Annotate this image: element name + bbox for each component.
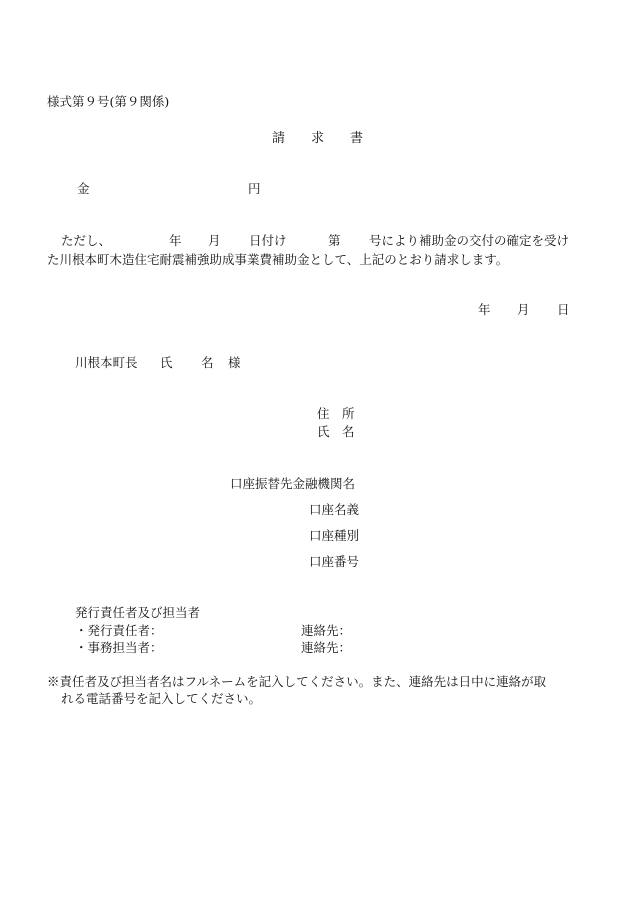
body-month: 月 <box>208 233 221 248</box>
addressee-mei: 名 <box>201 355 214 370</box>
body-prefix: ただし、 <box>61 233 112 248</box>
body-line-2: た川根本町木造住宅耐震補強助成事業費補助金として、上記のとおり請求します。 <box>47 252 509 267</box>
bank-holder-label: 口座名義 <box>309 502 360 517</box>
amount-unit: 円 <box>248 181 261 196</box>
form-number: 様式第９号(第９関係) <box>47 94 170 109</box>
responsible-heading: 発行責任者及び担当者 <box>75 605 201 620</box>
body-year: 年 <box>169 233 182 248</box>
addressee-sama: 様 <box>228 355 241 370</box>
date-day: 日 <box>557 302 570 317</box>
applicant-address-label: 住 所 <box>317 406 355 421</box>
amount-label: 金 <box>77 181 90 196</box>
note-line-1: ※責任者及び担当者名はフルネームを記入してください。また、連絡先は日中に連絡が取 <box>47 674 547 689</box>
issuer-label: ・発行責任者： <box>75 623 163 638</box>
addressee-title: 川根本町長 <box>75 355 138 370</box>
applicant-name-label: 氏 名 <box>317 424 355 439</box>
bank-number-label: 口座番号 <box>309 554 360 569</box>
bank-institution-label: 口座振替先金融機関名 <box>230 476 356 491</box>
body-rest: 号により補助金の交付の確定を受け <box>369 233 570 248</box>
date-month: 月 <box>517 302 530 317</box>
document-title: 請 求 書 <box>272 131 364 146</box>
body-day-dated: 日付け <box>249 233 287 248</box>
bank-type-label: 口座種別 <box>309 528 360 543</box>
note-line-2: れる電話番号を記入してください。 <box>61 691 262 706</box>
staff-label: ・事務担当者： <box>75 640 163 655</box>
date-year: 年 <box>478 302 491 317</box>
staff-contact-label: 連絡先： <box>301 640 352 655</box>
addressee-shi: 氏 <box>160 355 173 370</box>
body-dai: 第 <box>328 233 341 248</box>
issuer-contact-label: 連絡先： <box>301 623 352 638</box>
